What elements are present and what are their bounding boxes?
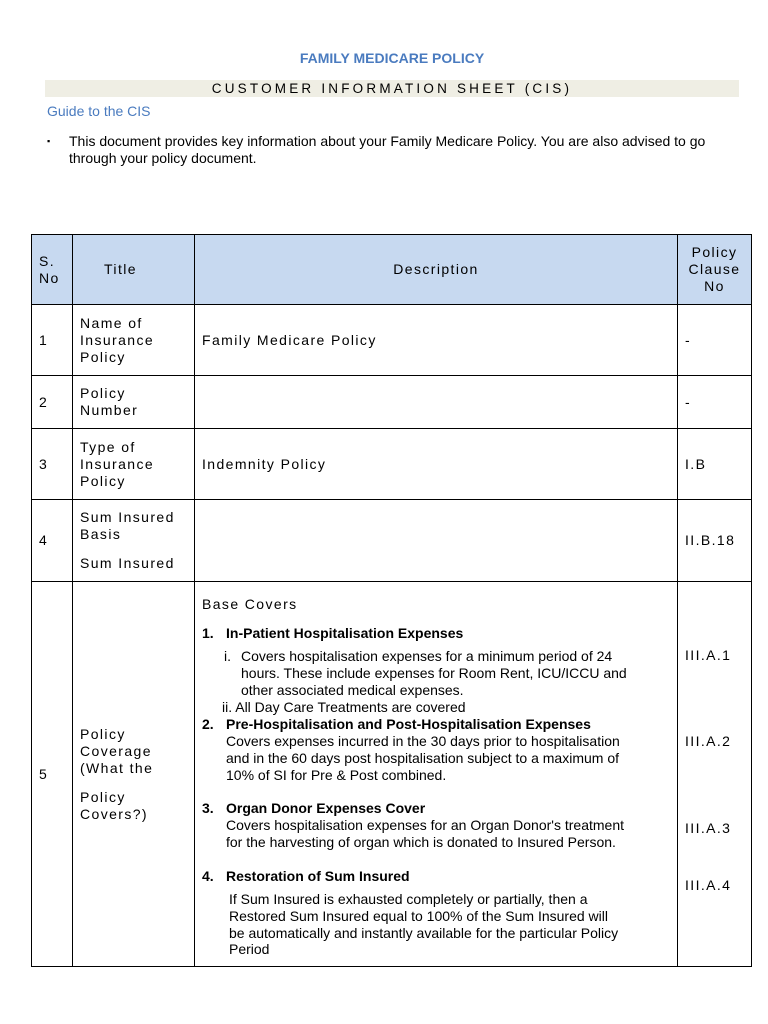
col-header-sno-line: S. <box>39 252 56 269</box>
table-row <box>32 582 752 967</box>
col-header-description-text: Description <box>393 261 479 277</box>
cover-heading <box>202 716 591 733</box>
cell-title <box>73 305 195 376</box>
text-line: Covers expenses incurred in the 30 days prior to hospitalisation <box>226 733 620 749</box>
cell-title <box>73 582 195 967</box>
text-line: Covers hospitalisation expenses for an Organ Donor's treatment <box>226 817 624 833</box>
text-line: Restored Sum Insured equal to 100% of the Sum Insured will <box>229 907 608 924</box>
cover-number: 4. <box>202 868 214 884</box>
cell-title-line: Coverage <box>80 742 152 759</box>
list-item: ii. All Day Care Treatments are covered <box>222 699 466 715</box>
col-header-title <box>73 235 195 305</box>
text-line: 10% of SI for Pre & Post combined. <box>226 766 447 783</box>
cell-clause: - <box>678 305 752 376</box>
cover-heading <box>202 625 463 642</box>
clause-ref: III.A.4 <box>685 877 732 893</box>
text-line: Period <box>229 941 270 958</box>
cover-paragraph <box>226 817 624 851</box>
cell-sno: 2 <box>32 376 73 429</box>
cell-title-line: Insurance <box>80 331 155 348</box>
col-header-clause-line: Clause <box>688 261 741 277</box>
cover-number: 1. <box>202 625 214 641</box>
col-header-clause <box>678 235 752 305</box>
cell-clause: - <box>678 376 752 429</box>
text-line: hours. These include expenses for Room Rent, ICU/ICCU and <box>241 664 627 681</box>
cover-heading-text: Pre-Hospitalisation and Post-Hospitalisation Expenses <box>226 716 591 732</box>
cell-title-line: Policy <box>80 348 126 365</box>
text-line: If Sum Insured is exhausted completely or partially, then a <box>229 891 588 907</box>
cover-heading <box>202 800 425 817</box>
text-line: Covers hospitalisation expenses for a minimum period of 24 <box>241 648 613 664</box>
cell-title-line: Sum Insured <box>80 555 175 571</box>
cell-title-line: Name of <box>80 314 143 331</box>
base-covers-label: Base Covers <box>202 596 298 612</box>
cell-title-line: Basis <box>80 526 122 542</box>
cell-clause <box>678 582 752 967</box>
clause-stack <box>685 582 744 966</box>
cell-title-line: Type of <box>80 438 136 455</box>
col-header-sno-line: No <box>39 269 60 286</box>
text-line: and in the 60 days post hospitalisation subject to a maximum of <box>226 749 619 766</box>
cell-description <box>195 500 678 582</box>
col-header-clause-line: Policy <box>691 244 738 260</box>
cover-heading-text: In-Patient Hospitalisation Expenses <box>226 625 464 641</box>
text-line: other associated medical expenses. <box>241 681 464 698</box>
cell-sno: 4 <box>32 500 73 582</box>
cell-title <box>73 429 195 500</box>
cell-sno: 5 <box>32 582 73 967</box>
cover-number: 2. <box>202 716 214 732</box>
clause-ref: III.A.2 <box>685 733 732 749</box>
cis-table <box>31 234 752 967</box>
col-header-clause-line: No <box>704 278 725 294</box>
intro-text: This document provides key information about your Family Medicare Policy. You are also advised to go through your policy document. <box>69 133 706 166</box>
cell-title-line: Policy <box>80 725 126 742</box>
table-header-row <box>32 235 752 305</box>
cell-description: Indemnity Policy <box>195 429 678 500</box>
cell-title-line: (What the <box>80 759 154 776</box>
cover-number: 3. <box>202 800 214 816</box>
clause-ref: III.A.3 <box>685 820 732 836</box>
cell-description: Family Medicare Policy <box>195 305 678 376</box>
cell-title-line: Covers?) <box>80 805 148 822</box>
col-header-sno <box>32 235 73 305</box>
table-row <box>32 500 752 582</box>
text-line: be automatically and instantly available for the particular Policy <box>229 924 619 941</box>
table-row <box>32 429 752 500</box>
cell-description <box>195 376 678 429</box>
cell-clause: I.B <box>678 429 752 500</box>
clause-ref: III.A.1 <box>685 647 732 663</box>
cover-heading-text: Organ Donor Expenses Cover <box>226 800 426 816</box>
cell-title-line: Sum Insured <box>80 509 175 525</box>
cell-title-line: Policy <box>80 385 126 401</box>
cell-title-line: Policy <box>80 472 126 489</box>
cover-heading-text: Restoration of Sum Insured <box>226 868 410 884</box>
coverage-description <box>202 582 670 966</box>
cell-sno: 3 <box>32 429 73 500</box>
cover-paragraph <box>229 891 618 958</box>
guide-heading: Guide to the CIS <box>47 103 151 119</box>
cell-clause: II.B.18 <box>678 500 752 582</box>
table-row <box>32 305 752 376</box>
cover-paragraph <box>226 733 620 783</box>
text-line: for the harvesting of organ which is donated to Insured Person. <box>226 833 616 850</box>
cell-title <box>73 500 195 582</box>
bullet-icon: ▪ <box>47 136 51 146</box>
col-header-description <box>195 235 678 305</box>
intro-paragraph <box>47 133 747 166</box>
cover-heading <box>202 868 410 885</box>
col-header-title-text: Title <box>104 261 137 277</box>
list-marker: i. <box>224 648 231 664</box>
cell-description <box>195 582 678 967</box>
table-row <box>32 376 752 429</box>
cell-sno: 1 <box>32 305 73 376</box>
document-title: FAMILY MEDICARE POLICY <box>299 50 485 66</box>
cell-title-line: Insurance <box>80 455 155 472</box>
cell-title <box>73 376 195 429</box>
cell-title-line: Number <box>80 402 139 418</box>
cover-paragraph <box>241 648 627 698</box>
cell-title-line: Policy <box>80 788 126 805</box>
cis-heading-bar: CUSTOMER INFORMATION SHEET (CIS) <box>45 80 739 97</box>
